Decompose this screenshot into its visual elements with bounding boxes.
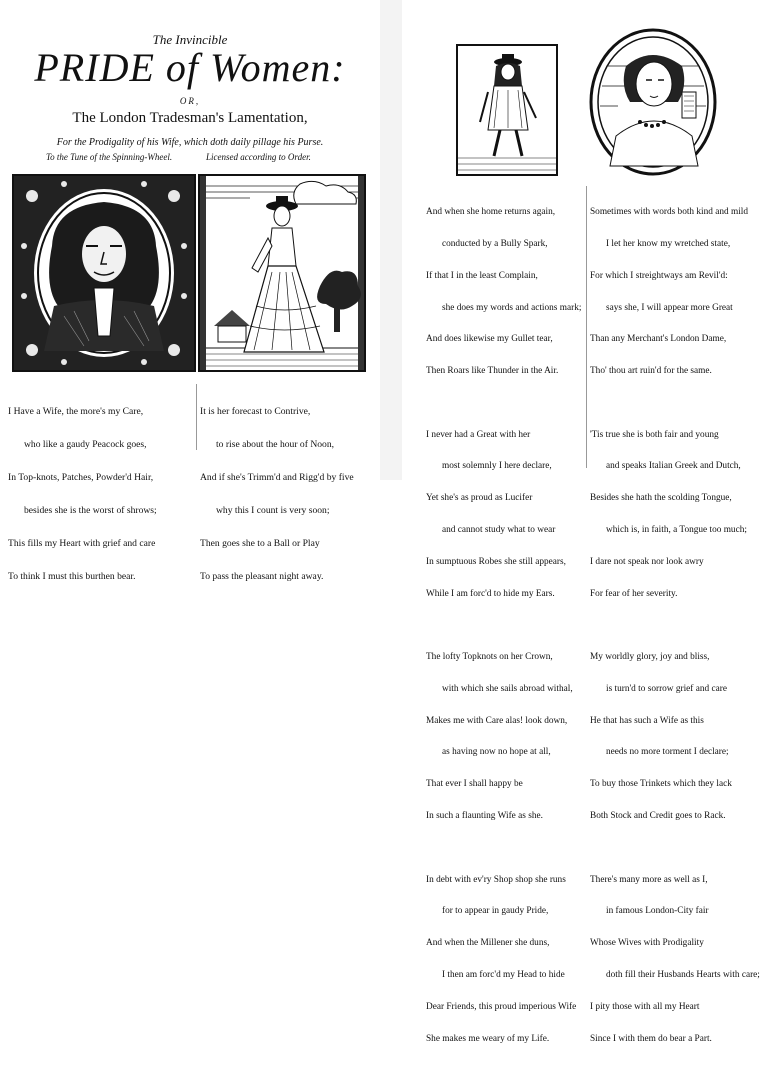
verse-spacer bbox=[590, 620, 780, 631]
verse-line: And if she's Trimm'd and Rigg'd by five bbox=[200, 472, 354, 483]
verse-spacer bbox=[590, 843, 780, 854]
verse-line: doth fill their Husbands Hearts with care; bbox=[606, 969, 760, 980]
verse-line: The lofty Topknots on her Crown, bbox=[426, 652, 553, 663]
verse-line: And when the Millener she duns, bbox=[426, 938, 550, 949]
verse-line: My worldly glory, joy and bliss, bbox=[590, 652, 710, 663]
verse-line: Whose Wives with Prodigality bbox=[590, 938, 704, 949]
verse-spacer bbox=[590, 398, 780, 409]
woodcut-woman-portrait bbox=[588, 26, 718, 178]
verse-line: I Have a Wife, the more's my Care, bbox=[8, 406, 144, 417]
woodcut-man-portrait bbox=[12, 174, 196, 372]
verse-line: Besides she hath the scolding Tongue, bbox=[590, 493, 732, 504]
verse-line: In debt with ev'ry Shop shop she runs bbox=[426, 874, 566, 885]
verse-line: which is, in faith, a Tongue too much; bbox=[606, 525, 747, 535]
verse-line: Than any Merchant's London Dame, bbox=[590, 334, 727, 345]
verse-line: to rise about the hour of Noon, bbox=[216, 439, 335, 450]
verse-left-2 bbox=[200, 384, 378, 604]
verse-line: Sometimes with words both kind and mild bbox=[590, 207, 749, 218]
verse-line: and cannot study what to wear bbox=[442, 525, 556, 535]
verse-spacer bbox=[426, 843, 602, 854]
verse-line: needs no more torment I declare; bbox=[606, 747, 729, 758]
verse-line: This fills my Heart with grief and care bbox=[8, 538, 156, 549]
title-or: OR, bbox=[179, 96, 201, 106]
verse-line: In sumptuous Robes she still appears, bbox=[426, 556, 566, 567]
verse-line: And when she home returns again, bbox=[426, 207, 556, 218]
description: For the Prodigality of his Wife, which doth daily pillage his Purse. bbox=[56, 137, 324, 148]
licensed-line: Licensed according to Order. bbox=[206, 152, 311, 162]
man-walking-image bbox=[458, 46, 556, 174]
verse-line: She makes me weary of my Life. bbox=[426, 1033, 550, 1044]
verse-line: Since I with them do bear a Part. bbox=[590, 1033, 712, 1044]
woman-standing-image bbox=[200, 176, 364, 370]
verse-line: is turn'd to sorrow grief and care bbox=[606, 683, 727, 694]
verse-line: I dare not speak nor look awry bbox=[590, 556, 704, 567]
verse-line: as having now no hope at all, bbox=[442, 747, 551, 758]
verse-line: conducted by a Bully Spark, bbox=[442, 238, 548, 249]
page-gutter bbox=[380, 0, 402, 480]
verse-line: Yet she's as proud as Lucifer bbox=[426, 493, 533, 504]
title-prefix: The Invincible bbox=[152, 32, 228, 47]
verse-line: In Top-knots, Patches, Powder'd Hair, bbox=[8, 472, 154, 483]
man-portrait-image bbox=[14, 176, 194, 370]
verse-line: besides she is the worst of shrows; bbox=[24, 505, 157, 516]
verse-line: To buy those Trinkets which they lack bbox=[590, 779, 732, 790]
verse-line: for to appear in gaudy Pride, bbox=[442, 906, 549, 917]
verse-line: Then goes she to a Ball or Play bbox=[200, 538, 320, 549]
verse-line: Then Roars like Thunder in the Air. bbox=[426, 366, 559, 377]
right-page bbox=[402, 0, 783, 1044]
verse-line: To pass the pleasant night away. bbox=[200, 571, 324, 582]
verse-line: He that has such a Wife as this bbox=[590, 715, 704, 726]
verse-line: why this I count is very soon; bbox=[216, 505, 330, 516]
woman-portrait-image bbox=[588, 26, 718, 178]
verse-line: That ever I shall happy be bbox=[426, 779, 523, 790]
verse-line: I then am forc'd my Head to hide bbox=[442, 969, 565, 980]
verse-spacer bbox=[426, 620, 602, 631]
verse-line: with which she sails abroad withal, bbox=[442, 683, 573, 694]
verse-line: Tho' thou art ruin'd for the same. bbox=[590, 366, 712, 377]
verse-line: who like a gaudy Peacock goes, bbox=[24, 439, 147, 450]
verse-line: says she, I will appear more Great bbox=[606, 302, 733, 313]
verse-column-1 bbox=[426, 186, 602, 1065]
verse-line: Dear Friends, this proud imperious Wife bbox=[426, 1001, 577, 1012]
verse-line: While I am forc'd to hide my Ears. bbox=[426, 588, 555, 599]
verse-line: To think I must this burthen bear. bbox=[8, 571, 136, 582]
verse-line: For fear of her severity. bbox=[590, 588, 678, 599]
verse-line: 'Tis true she is both fair and young bbox=[590, 429, 719, 440]
verse-line: she does my words and actions mark; bbox=[442, 302, 582, 313]
verse-left-1 bbox=[8, 384, 198, 604]
verse-spacer bbox=[426, 398, 602, 409]
verse-line: I never had a Great with her bbox=[426, 429, 531, 440]
verse-line: In such a flaunting Wife as she. bbox=[426, 811, 543, 822]
verse-line: I let her know my wretched state, bbox=[606, 238, 731, 249]
left-page bbox=[0, 0, 380, 582]
verse-line: in famous London-City fair bbox=[606, 906, 709, 917]
verse-line: There's many more as well as I, bbox=[590, 874, 708, 885]
column-divider bbox=[196, 384, 197, 450]
verse-column-2 bbox=[590, 186, 780, 1065]
verse-line: Both Stock and Credit goes to Rack. bbox=[590, 811, 726, 822]
title-main: PRIDE of Women: bbox=[34, 45, 346, 90]
woodcut-man-walking bbox=[456, 44, 558, 176]
verse-line: and speaks Italian Greek and Dutch, bbox=[606, 461, 741, 472]
verse-line: It is her forecast to Contrive, bbox=[200, 406, 311, 417]
verse-line: For which I streightways am Revil'd: bbox=[590, 270, 728, 281]
verse-line: Makes me with Care alas! look down, bbox=[426, 715, 568, 726]
verse-line: If that I in the least Complain, bbox=[426, 270, 538, 281]
verse-line: I pity those with all my Heart bbox=[590, 1001, 700, 1012]
verse-line: most solemnly I here declare, bbox=[442, 461, 552, 472]
verse-line: And does likewise my Gullet tear, bbox=[426, 334, 553, 345]
woodcut-woman-standing bbox=[198, 174, 366, 372]
column-divider bbox=[586, 186, 587, 468]
subtitle: The London Tradesman's Lamentation, bbox=[72, 110, 308, 126]
tune-line: To the Tune of the Spinning-Wheel. bbox=[46, 152, 173, 162]
